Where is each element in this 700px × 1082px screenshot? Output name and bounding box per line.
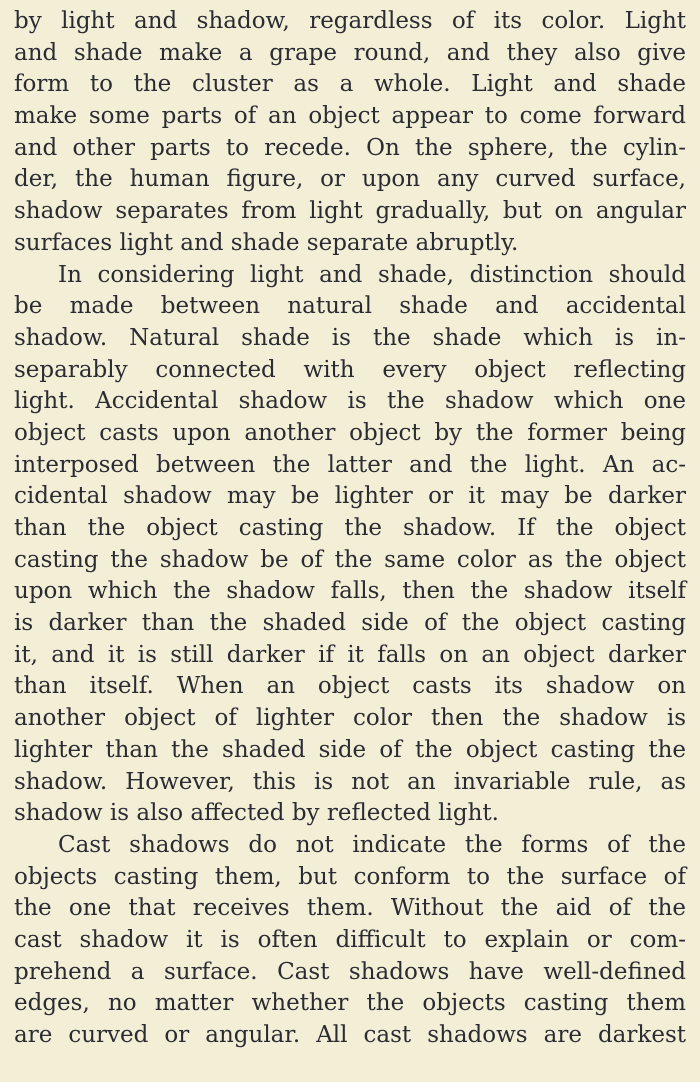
text-line: another object of lighter color then the shadow is	[14, 705, 686, 732]
text-line: cast shadow it is often difficult to explain or com-	[14, 926, 686, 953]
text-line: casting the shadow be of the same color as the object	[14, 546, 686, 573]
text-line: interposed between the latter and the light. An ac-	[14, 451, 686, 478]
text-line: separably connected with every object reflecting	[14, 356, 686, 383]
text-line: be made between natural shade and accidental	[14, 293, 686, 320]
text-line: than the object casting the shadow. If the object	[14, 515, 686, 541]
text-line: objects casting them, but conform to the surface of	[14, 863, 686, 890]
text-line: Cast shadows do not indicate the forms of the	[58, 831, 686, 858]
text-line: object casts upon another object by the former being	[14, 419, 686, 446]
text-line: surfaces light and shade separate abruptly.	[14, 229, 519, 256]
text-line: is darker than the shaded side of the object casting	[14, 610, 686, 637]
paragraph-2	[14, 260, 686, 830]
text-line: are curved or angular. All cast shadows are darkest	[14, 1022, 686, 1048]
text-line: prehend a surface. Cast shadows have well-defined	[14, 958, 686, 985]
text-line: upon which the shadow falls, then the shadow itself	[14, 578, 686, 605]
text-line: form to the cluster as a whole. Light and shade	[14, 71, 686, 98]
text-line: shadow. Natural shade is the shade which is in-	[14, 324, 686, 351]
paragraph-1	[14, 6, 686, 260]
text-line: and shade make a grape round, and they also give	[14, 39, 686, 66]
text-line: it, and it is still darker if it falls on an object darker	[14, 641, 686, 668]
text-line: and other parts to recede. On the sphere, the cylin-	[14, 134, 686, 161]
page-text	[14, 6, 686, 1052]
text-line: lighter than the shaded side of the object casting the	[14, 736, 686, 763]
text-line: shadow is also affected by reflected light.	[14, 800, 499, 827]
text-line: der, the human figure, or upon any curved surface,	[14, 166, 686, 193]
text-line: make some parts of an object appear to come forward	[14, 103, 686, 130]
text-line: light. Accidental shadow is the shadow which one	[14, 388, 686, 415]
text-line: edges, no matter whether the objects casting them	[14, 990, 686, 1017]
text-line: shadow separates from light gradually, but on angular	[14, 198, 686, 225]
text-line: than itself. When an object casts its shadow on	[14, 673, 686, 700]
text-line: In considering light and shade, distinction should	[58, 261, 686, 288]
paragraph-3	[14, 830, 686, 1052]
text-line: shadow. However, this is not an invariable rule, as	[14, 768, 686, 795]
text-line: by light and shadow, regardless of its color. Light	[14, 8, 686, 34]
text-line: the one that receives them. Without the aid of the	[14, 895, 686, 922]
text-line: cidental shadow may be lighter or it may be darker	[14, 483, 686, 510]
